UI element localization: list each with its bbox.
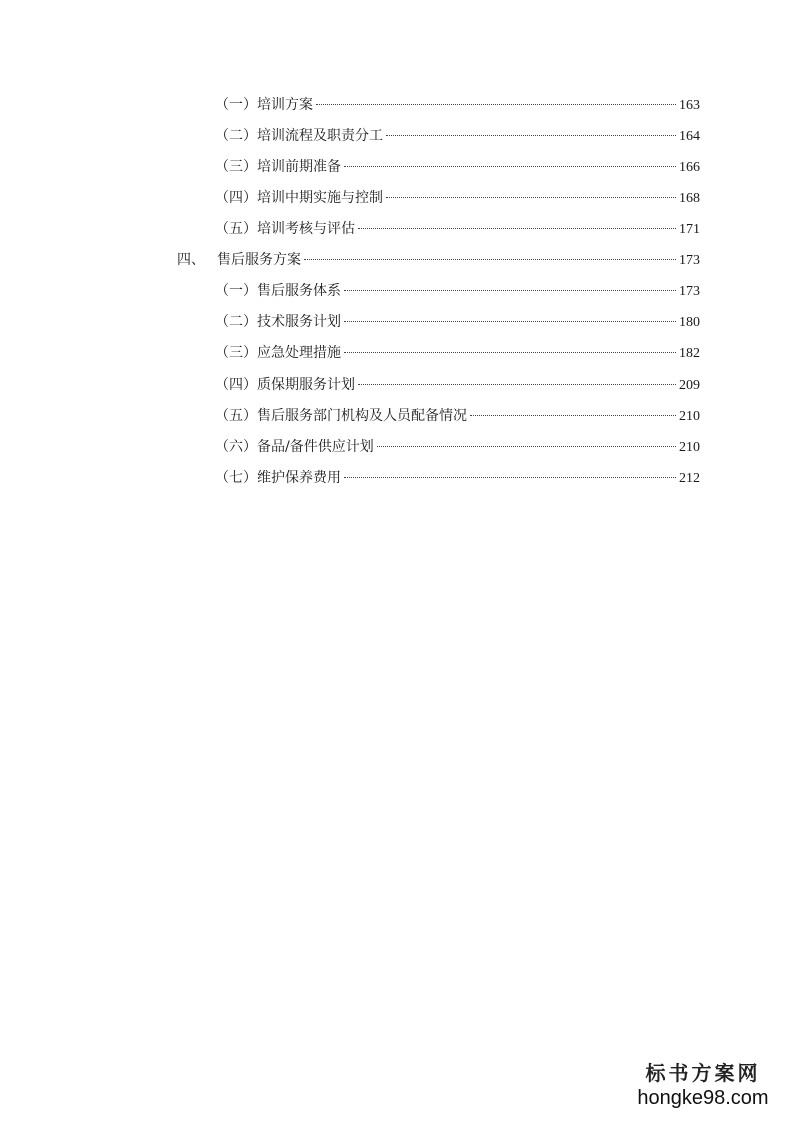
toc-entry-number: （三） xyxy=(215,345,257,361)
toc-entry-number: （五） xyxy=(215,221,257,237)
toc-entry[interactable] xyxy=(215,187,700,209)
toc-entry-number: （一） xyxy=(215,97,257,113)
toc-entry-number: （三） xyxy=(215,159,257,175)
toc-entry-title: 售后服务体系 xyxy=(257,283,341,299)
toc-entry-number: （六） xyxy=(215,439,257,455)
toc-entry[interactable] xyxy=(215,125,700,147)
toc-entry-number: （五） xyxy=(215,408,257,424)
dot-leader xyxy=(344,166,676,167)
toc-entry-title: 培训方案 xyxy=(257,97,313,113)
toc-entry-number: （二） xyxy=(215,314,257,330)
dot-leader xyxy=(358,384,676,385)
toc-entry[interactable] xyxy=(215,311,700,333)
toc-entry-title: 培训考核与评估 xyxy=(257,221,355,237)
toc-entry-number: （七） xyxy=(215,470,257,486)
dot-leader xyxy=(344,290,676,291)
dot-leader xyxy=(344,352,676,353)
toc-entry-title: 维护保养费用 xyxy=(257,470,341,486)
toc-section-entry[interactable] xyxy=(177,249,700,271)
toc-entry-title: 培训中期实施与控制 xyxy=(257,190,383,206)
toc-entry-number: （四） xyxy=(215,377,257,393)
toc-entry-page: 212 xyxy=(679,471,700,486)
toc-entry-number: （二） xyxy=(215,128,257,144)
toc-entry-page: 166 xyxy=(679,160,700,175)
dot-leader xyxy=(344,321,676,322)
toc-entry-page: 182 xyxy=(679,346,700,361)
dot-leader xyxy=(344,477,676,478)
toc-section-number: 四、 xyxy=(177,252,205,268)
toc-entry-title: 培训流程及职责分工 xyxy=(257,128,383,144)
toc-entry[interactable] xyxy=(215,405,700,427)
toc-entry-number: （一） xyxy=(215,283,257,299)
toc-section-page: 173 xyxy=(679,253,700,268)
toc-entry-page: 210 xyxy=(679,409,700,424)
toc-entry-page: 209 xyxy=(679,378,700,393)
toc-entry-page: 163 xyxy=(679,98,700,113)
watermark-title: 标书方案网 xyxy=(645,1061,761,1085)
toc-entry-title: 应急处理措施 xyxy=(257,345,341,361)
toc-entry-page: 210 xyxy=(679,440,700,455)
toc-entry[interactable] xyxy=(215,374,700,396)
dot-leader xyxy=(304,259,676,260)
toc-entry[interactable] xyxy=(215,156,700,178)
toc-entry-title: 培训前期准备 xyxy=(257,159,341,175)
toc-entry[interactable] xyxy=(215,280,700,302)
dot-leader xyxy=(316,104,676,105)
toc-entry-page: 168 xyxy=(679,191,700,206)
toc-entry[interactable] xyxy=(215,218,700,240)
toc-entry-page: 180 xyxy=(679,315,700,330)
dot-leader xyxy=(470,415,676,416)
toc-entry-page: 173 xyxy=(679,284,700,299)
toc-entry[interactable] xyxy=(215,342,700,364)
toc-entry[interactable] xyxy=(215,436,700,458)
toc-entry-title: 售后服务部门机构及人员配备情况 xyxy=(257,408,467,424)
toc-entry-title: 备品/备件供应计划 xyxy=(257,439,374,455)
toc-entry-title: 技术服务计划 xyxy=(257,314,341,330)
dot-leader xyxy=(358,228,676,229)
toc-section-title: 售后服务方案 xyxy=(217,252,301,268)
toc-entry[interactable] xyxy=(215,94,700,116)
watermark-domain: hongke98.com xyxy=(637,1087,769,1109)
dot-leader xyxy=(377,446,676,447)
toc-entry-number: （四） xyxy=(215,190,257,206)
toc-entry-page: 164 xyxy=(679,129,700,144)
toc-entry-page: 171 xyxy=(679,222,700,237)
dot-leader xyxy=(386,197,676,198)
dot-leader xyxy=(386,135,676,136)
toc-entry[interactable] xyxy=(215,467,700,489)
site-watermark xyxy=(618,1060,788,1110)
toc-entry-title: 质保期服务计划 xyxy=(257,377,355,393)
